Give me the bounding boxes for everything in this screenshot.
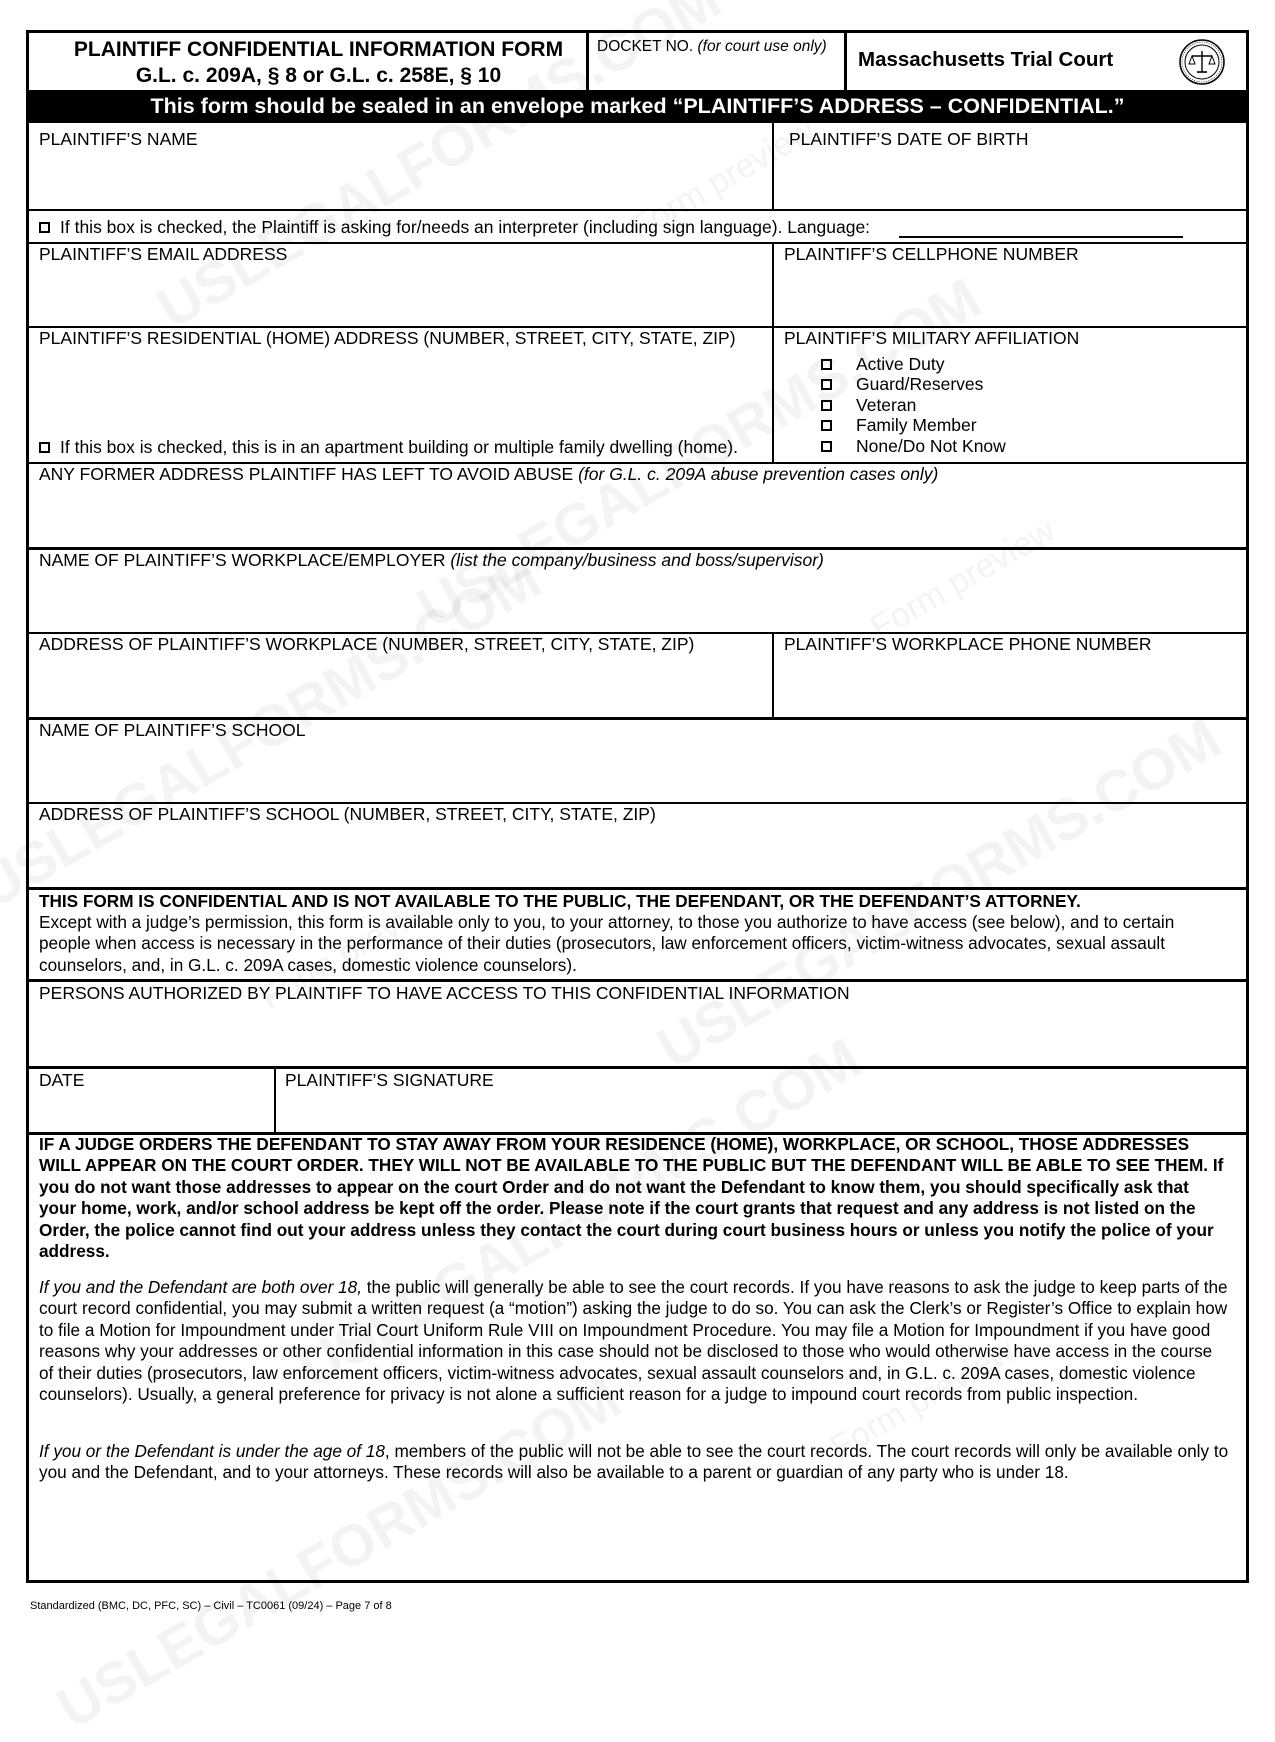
military-option-label: None/Do Not Know bbox=[856, 436, 1006, 456]
confidential-banner: This form should be sealed in an envelope marked “PLAINTIFF’S ADDRESS – CONFIDENTIAL.” bbox=[29, 90, 1246, 123]
court-seal-icon bbox=[1178, 38, 1226, 86]
divider bbox=[29, 979, 1246, 982]
form-footer: Standardized (BMC, DC, PFC, SC) – Civil – TC0061 (09/24) – Page 7 of 8 bbox=[30, 1600, 392, 1612]
workplace-phone-label: PLAINTIFF’S WORKPLACE PHONE NUMBER bbox=[784, 634, 1152, 654]
apartment-row bbox=[39, 437, 738, 458]
military-option bbox=[821, 395, 916, 416]
stay-away-notice: IF A JUDGE ORDERS THE DEFENDANT TO STAY AWAY FROM YOUR RESIDENCE (HOME), WORKPLACE, OR SCHOOL, THOSE ADDRESSES WILL APPEAR ON THE COURT ORDER. THEY WILL NOT BE AVAILABLE TO THE PUBLIC BUT THE DEFENDANT WILL BE ABLE TO SEE THEM. If you do not want those addresses to appear on the court Order and do not want the Defendant to know them, you should specifically ask that your home, work, and/or school address be kept off the order. Please note if the court grants that request and any address is not listed on the Order, the police cannot find out your address unless they contact the court during court business hours or unless you notify the police of your address. bbox=[39, 1134, 1224, 1262]
interpreter-checkbox[interactable] bbox=[39, 222, 50, 233]
signature-label: PLAINTIFF’S SIGNATURE bbox=[285, 1070, 494, 1090]
adult-records-text: the public will generally be able to see the court records. If you have reasons to ask the judge to keep parts of the court record confidential, you may submit a written request (a “motion”) asking the judge to do so. You can ask the Clerk’s or Register’s Office to explain how to file a Motion for Impoundment under Trial Court Uniform Rule VIII on Impoundment Procedure. You may file a Motion for Impoundment if you have good reasons why your addresses or other confidential information in this case should not be disclosed to those who would otherwise have access in the course of their duties (prosecutors, law enforcement officers, victim-witness advocates, sexual assault counselors and, in G.L. c. 209A cases, domestic violence counselors). Usually, a general preference for privacy is not alone a sufficient reason for a judge to impound court records from public inspection. bbox=[39, 1277, 1228, 1405]
military-option bbox=[821, 354, 945, 375]
workplace-label bbox=[39, 550, 824, 571]
workplace-text: NAME OF PLAINTIFF’S WORKPLACE/EMPLOYER bbox=[39, 550, 446, 570]
military-option-label: Guard/Reserves bbox=[856, 374, 984, 394]
military-option bbox=[821, 374, 983, 395]
cellphone-label: PLAINTIFF’S CELLPHONE NUMBER bbox=[784, 244, 1079, 264]
authorized-persons-label: PERSONS AUTHORIZED BY PLAINTIFF TO HAVE ACCESS TO THIS CONFIDENTIAL INFORMATION bbox=[39, 983, 850, 1003]
form-title-line1: PLAINTIFF CONFIDENTIAL INFORMATION FORM bbox=[73, 38, 564, 61]
military-option bbox=[821, 415, 977, 436]
home-address-label: PLAINTIFF’S RESIDENTIAL (HOME) ADDRESS (NUMBER, STREET, CITY, STATE, ZIP) bbox=[39, 328, 736, 348]
military-option bbox=[821, 436, 1006, 457]
divider bbox=[772, 242, 774, 326]
former-address-label bbox=[39, 464, 938, 485]
form-title-line2: G.L. c. 209A, § 8 or G.L. c. 258E, § 10 bbox=[135, 64, 502, 87]
divider bbox=[772, 326, 774, 462]
military-option-label: Veteran bbox=[856, 395, 917, 415]
docket-note: (for court use only) bbox=[697, 38, 827, 55]
email-label: PLAINTIFF’S EMAIL ADDRESS bbox=[39, 244, 288, 264]
divider bbox=[29, 209, 1246, 211]
divider bbox=[772, 123, 774, 209]
military-checkbox[interactable] bbox=[821, 420, 832, 431]
military-checkbox[interactable] bbox=[821, 400, 832, 411]
military-option-label: Active Duty bbox=[856, 354, 945, 374]
divider bbox=[29, 1066, 1246, 1069]
military-option-label: Family Member bbox=[856, 415, 977, 435]
language-field[interactable] bbox=[899, 236, 1183, 238]
docket-label-text: DOCKET NO. bbox=[597, 38, 694, 55]
former-address-text: ANY FORMER ADDRESS PLAINTIFF HAS LEFT TO AVOID ABUSE bbox=[39, 464, 574, 484]
adult-records-lead: If you and the Defendant are both over 18, bbox=[39, 1277, 362, 1297]
school-address-label: ADDRESS OF PLAINTIFF’S SCHOOL (NUMBER, STREET, CITY, STATE, ZIP) bbox=[39, 804, 656, 824]
former-address-note: (for G.L. c. 209A abuse prevention cases only) bbox=[578, 464, 939, 484]
divider bbox=[586, 33, 589, 90]
confidential-heading: THIS FORM IS CONFIDENTIAL AND IS NOT AVAILABLE TO THE PUBLIC, THE DEFENDANT, OR THE DEFENDANT’S ATTORNEY. bbox=[39, 891, 1081, 911]
court-name: Massachusetts Trial Court bbox=[858, 48, 1114, 71]
confidential-body: Except with a judge’s permission, this form is available only to you, to your attorney, to those you authorize to have access (see below), and to certain people when access is necessary in the performance of their duties (prosecutors, law enforcement officers, victim-witness advocates, sexual assault counselors, and, in G.L. c. 209A cases, domestic violence counselors). bbox=[39, 912, 1175, 975]
school-label: NAME OF PLAINTIFF’S SCHOOL bbox=[39, 720, 306, 740]
divider bbox=[772, 632, 774, 717]
form-title bbox=[41, 37, 596, 89]
military-checkbox[interactable] bbox=[821, 359, 832, 370]
adult-records-paragraph bbox=[39, 1277, 1229, 1405]
docket-label bbox=[597, 36, 827, 57]
divider bbox=[844, 33, 847, 90]
plaintiff-dob-label: PLAINTIFF’S DATE OF BIRTH bbox=[789, 129, 1029, 149]
military-checkbox[interactable] bbox=[821, 441, 832, 452]
interpreter-text: If this box is checked, the Plaintiff is asking for/needs an interpreter (including sign language). Language: bbox=[60, 217, 871, 237]
workplace-note: (list the company/business and boss/supervisor) bbox=[450, 550, 824, 570]
minor-records-paragraph bbox=[39, 1441, 1229, 1484]
apartment-text: If this box is checked, this is in an apartment building or multiple family dwelling (home). bbox=[60, 437, 738, 457]
form-frame bbox=[26, 30, 1249, 1583]
military-label: PLAINTIFF’S MILITARY AFFILIATION bbox=[784, 328, 1080, 348]
divider bbox=[274, 1066, 276, 1132]
divider bbox=[29, 887, 1246, 890]
plaintiff-name-label: PLAINTIFF’S NAME bbox=[39, 129, 198, 149]
minor-records-lead: If you or the Defendant is under the age of 18 bbox=[39, 1441, 385, 1461]
workplace-address-label: ADDRESS OF PLAINTIFF’S WORKPLACE (NUMBER, STREET, CITY, STATE, ZIP) bbox=[39, 634, 695, 654]
interpreter-row bbox=[39, 217, 870, 238]
date-label: DATE bbox=[39, 1070, 85, 1090]
military-checkbox[interactable] bbox=[821, 379, 832, 390]
minor-records-text: , members of the public will not be able to see the court records. The court records will only be available only to you and the Defendant, and to your attorneys. These records will also be available to a parent or guardian of any party who is under 18. bbox=[39, 1441, 1229, 1483]
apartment-checkbox[interactable] bbox=[39, 442, 50, 453]
